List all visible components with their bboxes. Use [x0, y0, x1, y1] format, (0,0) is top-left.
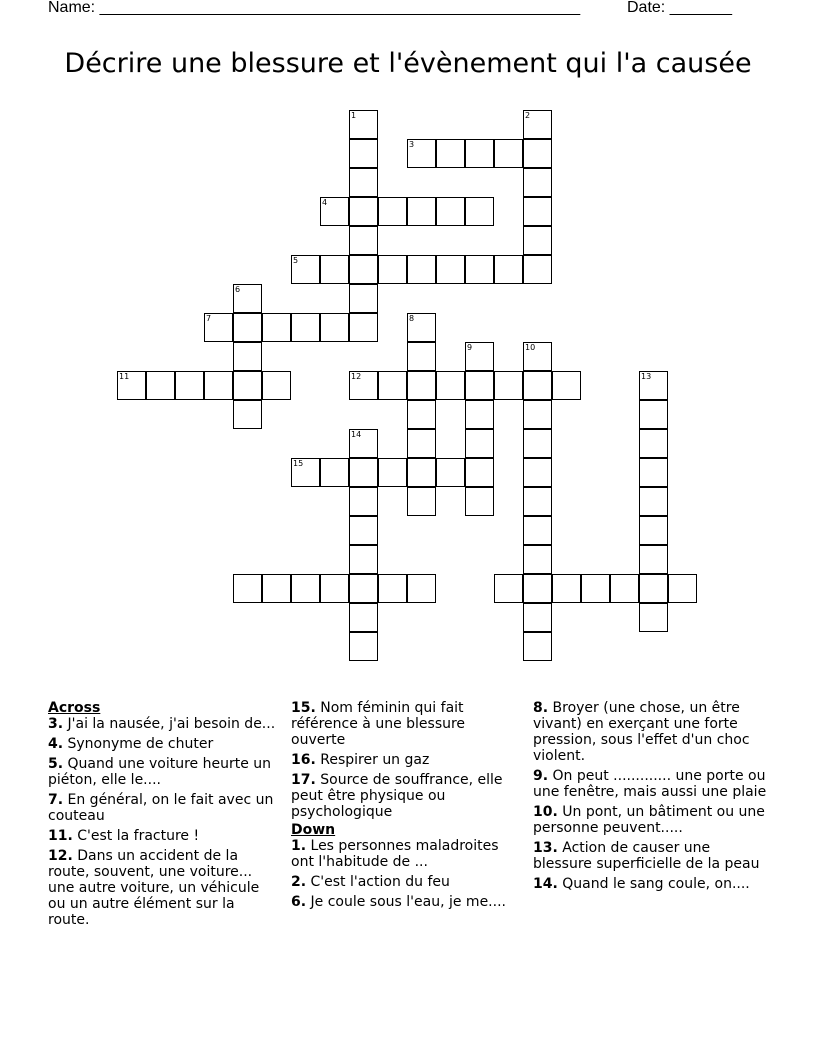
- grid-cell[interactable]: [407, 574, 436, 603]
- grid-cell[interactable]: [233, 400, 262, 429]
- grid-cell[interactable]: [639, 371, 668, 400]
- grid-cell[interactable]: [233, 371, 262, 400]
- grid-cell[interactable]: [523, 197, 552, 226]
- clues-column-3: [533, 700, 769, 896]
- grid-cell[interactable]: [639, 574, 668, 603]
- grid-cell[interactable]: [349, 458, 378, 487]
- grid-cell[interactable]: [523, 603, 552, 632]
- date-field-label[interactable]: Date: _______: [627, 0, 732, 16]
- clue-number: 14: [351, 430, 362, 439]
- grid-cell[interactable]: [349, 574, 378, 603]
- grid-cell[interactable]: [523, 342, 552, 371]
- clue-item-text: Respirer un gaz: [315, 752, 430, 768]
- grid-cell[interactable]: [523, 632, 552, 661]
- clue-item: [48, 736, 276, 752]
- grid-cell[interactable]: [407, 400, 436, 429]
- grid-cell[interactable]: [668, 574, 697, 603]
- clue-item-text: Un pont, un bâtiment ou une personne peuvent.....: [533, 804, 765, 836]
- grid-cell[interactable]: [378, 255, 407, 284]
- grid-cell[interactable]: [407, 429, 436, 458]
- grid-cell[interactable]: [233, 313, 262, 342]
- clue-item-text: C'est la fracture !: [72, 828, 200, 844]
- grid-cell[interactable]: [349, 516, 378, 545]
- grid-cell[interactable]: [262, 313, 291, 342]
- grid-cell[interactable]: [233, 574, 262, 603]
- clues-column-1: [48, 700, 276, 932]
- clue-item-number: 6.: [291, 894, 307, 910]
- grid-cell[interactable]: [523, 139, 552, 168]
- grid-cell[interactable]: [465, 487, 494, 516]
- clue-item-number: 14.: [533, 876, 558, 892]
- grid-cell[interactable]: [291, 458, 320, 487]
- grid-cell[interactable]: [407, 458, 436, 487]
- clue-number: 10: [525, 343, 536, 352]
- clue-item: [291, 772, 519, 820]
- clue-item: [533, 804, 769, 836]
- clue-number: 7: [206, 314, 212, 323]
- clue-item-number: 4.: [48, 736, 64, 752]
- grid-cell[interactable]: [349, 632, 378, 661]
- grid-cell[interactable]: [349, 255, 378, 284]
- grid-cell[interactable]: [523, 574, 552, 603]
- clue-item-text: Quand une voiture heurte un piéton, elle le....: [48, 756, 272, 788]
- grid-cell[interactable]: [465, 371, 494, 400]
- grid-cell[interactable]: [262, 371, 291, 400]
- grid-cell[interactable]: [639, 458, 668, 487]
- grid-cell[interactable]: [465, 197, 494, 226]
- grid-cell[interactable]: [639, 400, 668, 429]
- clue-number: 15: [293, 459, 304, 468]
- grid-cell[interactable]: [349, 429, 378, 458]
- grid-cell[interactable]: [378, 458, 407, 487]
- grid-cell[interactable]: [291, 255, 320, 284]
- clue-number: 6: [235, 285, 241, 294]
- grid-cell[interactable]: [465, 139, 494, 168]
- grid-cell[interactable]: [320, 255, 349, 284]
- grid-cell[interactable]: [378, 574, 407, 603]
- clue-item-number: 11.: [48, 828, 73, 844]
- grid-cell[interactable]: [523, 429, 552, 458]
- clue-item-number: 15.: [291, 700, 316, 716]
- clue-item: [533, 876, 769, 892]
- grid-cell[interactable]: [262, 574, 291, 603]
- grid-cell[interactable]: [320, 458, 349, 487]
- grid-cell[interactable]: [494, 255, 523, 284]
- clue-number: 5: [293, 256, 299, 265]
- grid-cell[interactable]: [349, 168, 378, 197]
- clue-item: [48, 756, 276, 788]
- grid-cell[interactable]: [436, 255, 465, 284]
- grid-cell[interactable]: [349, 313, 378, 342]
- grid-cell[interactable]: [523, 545, 552, 574]
- clue-item-text: Source de souffrance, elle peut être physique ou psychologique: [291, 772, 503, 820]
- grid-cell[interactable]: [204, 313, 233, 342]
- across-header: Across: [48, 700, 101, 716]
- grid-cell[interactable]: [349, 226, 378, 255]
- across-clue-list: [48, 716, 276, 928]
- clue-item-number: 10.: [533, 804, 558, 820]
- clue-item-text: Les personnes maladroites ont l'habitude de ...: [291, 838, 499, 870]
- grid-cell[interactable]: [378, 371, 407, 400]
- grid-cell[interactable]: [523, 400, 552, 429]
- clue-item-number: 17.: [291, 772, 316, 788]
- grid-cell[interactable]: [494, 139, 523, 168]
- grid-cell[interactable]: [436, 371, 465, 400]
- clue-item: [48, 792, 276, 824]
- clue-item-number: 12.: [48, 848, 73, 864]
- grid-cell[interactable]: [552, 371, 581, 400]
- name-field-label[interactable]: Name: ______________________________________________________: [48, 0, 581, 16]
- clue-number: 4: [322, 198, 328, 207]
- grid-cell[interactable]: [407, 313, 436, 342]
- clue-item-text: C'est l'action du feu: [306, 874, 450, 890]
- grid-cell[interactable]: [639, 429, 668, 458]
- grid-cell[interactable]: [349, 139, 378, 168]
- grid-cell[interactable]: [639, 545, 668, 574]
- grid-cell[interactable]: [349, 603, 378, 632]
- grid-cell[interactable]: [349, 284, 378, 313]
- clue-number: 9: [467, 343, 473, 352]
- page-title: Décrire une blessure et l'évènement qui l'a causée: [64, 48, 752, 79]
- grid-cell[interactable]: [523, 371, 552, 400]
- clue-item: [533, 840, 769, 872]
- grid-cell[interactable]: [523, 516, 552, 545]
- grid-cell[interactable]: [436, 197, 465, 226]
- clue-item-text: Action de causer une blessure superficielle de la peau: [533, 840, 760, 872]
- grid-cell[interactable]: [610, 574, 639, 603]
- clue-item-number: 13.: [533, 840, 558, 856]
- clue-number: 2: [525, 111, 531, 120]
- clue-item-text: Je coule sous l'eau, je me....: [306, 894, 506, 910]
- grid-cell[interactable]: [407, 197, 436, 226]
- across-clue-list-continued: [291, 700, 519, 820]
- clue-number: 8: [409, 314, 415, 323]
- grid-cell[interactable]: [407, 371, 436, 400]
- grid-cell[interactable]: [465, 255, 494, 284]
- clue-item: [48, 828, 276, 844]
- clue-item-text: Synonyme de chuter: [63, 736, 214, 752]
- grid-cell[interactable]: [436, 458, 465, 487]
- grid-cell[interactable]: [639, 603, 668, 632]
- clue-item-text: Broyer (une chose, un être vivant) en exerçant une forte pression, sous l'effet d'un choc violent.: [533, 700, 750, 764]
- clue-number: 3: [409, 140, 415, 149]
- clue-item: [291, 838, 519, 870]
- clue-item: [533, 768, 769, 800]
- grid-cell[interactable]: [523, 110, 552, 139]
- clue-number: 11: [119, 372, 130, 381]
- clue-item-number: 5.: [48, 756, 64, 772]
- grid-cell[interactable]: [523, 487, 552, 516]
- clue-item-number: 1.: [291, 838, 307, 854]
- clue-item-text: On peut ............. une porte ou une fenêtre, mais aussi une plaie: [533, 768, 767, 800]
- grid-cell[interactable]: [523, 226, 552, 255]
- clue-item-number: 16.: [291, 752, 316, 768]
- clue-item: [291, 874, 519, 890]
- clue-item-number: 8.: [533, 700, 549, 716]
- grid-cell[interactable]: [494, 371, 523, 400]
- grid-cell[interactable]: [494, 574, 523, 603]
- grid-cell[interactable]: [117, 371, 146, 400]
- grid-cell[interactable]: [291, 313, 320, 342]
- grid-cell[interactable]: [639, 516, 668, 545]
- grid-cell[interactable]: [320, 574, 349, 603]
- grid-cell[interactable]: [349, 371, 378, 400]
- clue-item-number: 7.: [48, 792, 64, 808]
- grid-cell[interactable]: [552, 574, 581, 603]
- grid-cell[interactable]: [465, 342, 494, 371]
- grid-cell[interactable]: [465, 400, 494, 429]
- grid-cell[interactable]: [523, 458, 552, 487]
- grid-cell[interactable]: [349, 197, 378, 226]
- clue-item-number: 9.: [533, 768, 549, 784]
- clue-number: 12: [351, 372, 362, 381]
- down-clue-list: [291, 838, 519, 910]
- grid-cell[interactable]: [407, 342, 436, 371]
- clue-item-text: Quand le sang coule, on....: [557, 876, 750, 892]
- grid-cell[interactable]: [407, 255, 436, 284]
- grid-cell[interactable]: [465, 458, 494, 487]
- grid-cell[interactable]: [349, 110, 378, 139]
- grid-cell[interactable]: [378, 197, 407, 226]
- clue-number: 13: [641, 372, 652, 381]
- grid-cell[interactable]: [523, 168, 552, 197]
- down-header: Down: [291, 822, 336, 838]
- clue-item: [48, 716, 276, 732]
- grid-cell[interactable]: [233, 284, 262, 313]
- grid-cell[interactable]: [581, 574, 610, 603]
- grid-cell[interactable]: [204, 371, 233, 400]
- grid-cell[interactable]: [639, 487, 668, 516]
- clue-item-text: Dans un accident de la route, souvent, une voiture... une autre voiture, un véhicule ou un autre élément sur la route.: [48, 848, 260, 928]
- clue-item: [291, 700, 519, 748]
- clue-item-text: En général, on le fait avec un couteau: [48, 792, 274, 824]
- grid-cell[interactable]: [407, 487, 436, 516]
- clue-item: [291, 752, 519, 768]
- grid-cell[interactable]: [436, 139, 465, 168]
- clues-column-2: [291, 700, 519, 914]
- clue-item-text: J'ai la nausée, j'ai besoin de...: [63, 716, 276, 732]
- grid-cell[interactable]: [349, 545, 378, 574]
- grid-cell[interactable]: [320, 313, 349, 342]
- grid-cell[interactable]: [320, 197, 349, 226]
- grid-cell[interactable]: [407, 139, 436, 168]
- grid-cell[interactable]: [523, 255, 552, 284]
- grid-cell[interactable]: [233, 342, 262, 371]
- clue-item-number: 3.: [48, 716, 64, 732]
- grid-cell[interactable]: [175, 371, 204, 400]
- clue-item: [533, 700, 769, 764]
- clue-item-text: Nom féminin qui fait référence à une blessure ouverte: [291, 700, 466, 748]
- grid-cell[interactable]: [349, 487, 378, 516]
- grid-cell[interactable]: [465, 429, 494, 458]
- clue-number: 1: [351, 111, 357, 120]
- clue-item: [291, 894, 519, 910]
- grid-cell[interactable]: [146, 371, 175, 400]
- down-clue-list-continued: [533, 700, 769, 892]
- clue-item-number: 2.: [291, 874, 307, 890]
- grid-cell[interactable]: [291, 574, 320, 603]
- clue-item: [48, 848, 276, 928]
